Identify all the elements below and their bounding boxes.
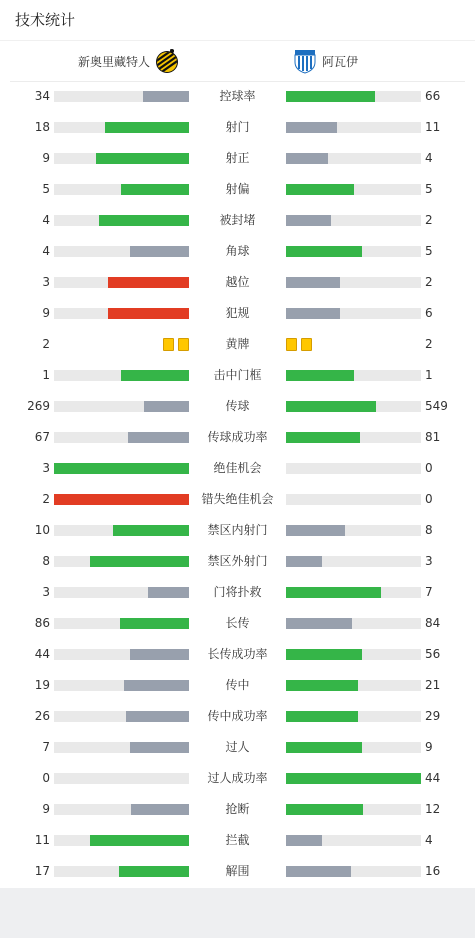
home-value: 3	[42, 585, 50, 599]
away-value: 5	[425, 244, 433, 258]
away-bar	[286, 866, 351, 877]
home-bar	[54, 463, 189, 474]
away-bar-track	[286, 649, 421, 660]
page-title: 技术统计	[15, 11, 76, 29]
away-value: 21	[425, 678, 441, 692]
stat-label: 传中	[225, 678, 250, 692]
home-bar-track	[54, 432, 189, 443]
stat-label: 角球	[225, 244, 250, 258]
yellow-card-icon	[286, 338, 297, 351]
home-value: 67	[34, 430, 50, 444]
home-value: 269	[27, 399, 50, 413]
home-bar-track	[54, 525, 189, 536]
stat-label: 禁区外射门	[207, 554, 268, 568]
yellow-card-icon	[163, 338, 174, 351]
home-value: 2	[42, 492, 50, 506]
stat-row	[0, 484, 475, 515]
home-bar-track	[54, 463, 189, 474]
stat-label: 传球成功率	[207, 430, 268, 444]
home-bar	[130, 649, 189, 660]
home-bar	[96, 153, 189, 164]
home-value: 10	[34, 523, 50, 537]
away-bar	[286, 587, 381, 598]
home-bar	[121, 370, 189, 381]
home-bar-track	[54, 711, 189, 722]
stat-label: 过人	[225, 740, 250, 754]
home-value: 18	[34, 120, 50, 134]
stat-label: 错失绝佳机会	[201, 492, 274, 506]
away-value: 84	[425, 616, 441, 630]
stat-row	[0, 143, 475, 174]
stat-row	[0, 577, 475, 608]
home-bar	[131, 804, 189, 815]
away-value: 4	[425, 833, 433, 847]
stat-label: 长传	[225, 616, 250, 630]
stat-row	[0, 794, 475, 825]
yellow-card-icon	[301, 338, 312, 351]
away-value: 3	[425, 554, 433, 568]
home-value: 86	[34, 616, 50, 630]
home-value: 9	[42, 306, 50, 320]
away-bar-track	[286, 370, 421, 381]
stat-row	[0, 112, 475, 143]
away-team-name: 阿瓦伊	[322, 54, 359, 69]
home-bar	[121, 184, 189, 195]
home-value: 2	[42, 337, 50, 351]
home-value: 19	[34, 678, 50, 692]
home-bar-track	[54, 122, 189, 133]
stat-row	[0, 546, 475, 577]
away-value: 5	[425, 182, 433, 196]
stat-row	[0, 205, 475, 236]
stat-label: 控球率	[219, 89, 256, 103]
home-bar-track	[54, 835, 189, 846]
home-bar	[99, 215, 189, 226]
away-bar	[286, 401, 376, 412]
home-bar-track	[54, 153, 189, 164]
stat-row	[0, 422, 475, 453]
away-yellow-cards	[286, 338, 312, 351]
away-bar	[286, 91, 375, 102]
home-value: 1	[42, 368, 50, 382]
away-bar	[286, 680, 358, 691]
home-bar	[124, 680, 189, 691]
home-value: 26	[34, 709, 50, 723]
stat-label: 门将扑救	[213, 585, 262, 599]
home-bar-track	[54, 308, 189, 319]
away-bar	[286, 370, 354, 381]
away-bar-track	[286, 618, 421, 629]
away-value: 56	[425, 647, 441, 661]
away-value: 2	[425, 337, 433, 351]
stat-label: 长传成功率	[207, 647, 268, 661]
away-bar	[286, 649, 362, 660]
home-value: 34	[34, 89, 50, 103]
away-bar-track	[286, 215, 421, 226]
away-value: 2	[425, 213, 433, 227]
away-bar	[286, 556, 322, 567]
away-bar-track	[286, 494, 421, 505]
stat-label: 黄牌	[225, 337, 250, 351]
stat-row	[0, 391, 475, 422]
stat-row	[0, 763, 475, 794]
stat-label: 射正	[225, 151, 250, 165]
home-bar	[144, 401, 189, 412]
home-bar-track	[54, 215, 189, 226]
home-bar	[148, 587, 189, 598]
stat-row	[0, 329, 475, 360]
away-bar-track	[286, 246, 421, 257]
away-bar	[286, 277, 340, 288]
stat-row	[0, 174, 475, 205]
stat-label: 绝佳机会	[213, 461, 262, 475]
away-bar	[286, 773, 421, 784]
away-value: 0	[425, 461, 433, 475]
home-team-name: 新奥里藏特人	[77, 54, 150, 69]
stat-row	[0, 360, 475, 391]
home-bar-track	[54, 773, 189, 784]
home-bar	[54, 494, 189, 505]
away-bar	[286, 122, 337, 133]
home-bar-track	[54, 370, 189, 381]
away-bar-track	[286, 401, 421, 412]
away-bar	[286, 246, 362, 257]
away-value: 549	[425, 399, 448, 413]
away-value: 6	[425, 306, 433, 320]
away-team[interactable]	[292, 48, 358, 74]
away-value: 9	[425, 740, 433, 754]
away-bar-track	[286, 308, 421, 319]
home-bar-track	[54, 866, 189, 877]
home-value: 4	[42, 213, 50, 227]
home-bar-track	[54, 587, 189, 598]
home-bar	[126, 711, 189, 722]
away-bar	[286, 835, 322, 846]
away-value: 1	[425, 368, 433, 382]
home-bar	[90, 835, 189, 846]
home-bar	[130, 742, 189, 753]
away-bar	[286, 215, 331, 226]
away-value: 12	[425, 802, 441, 816]
home-bar	[105, 122, 189, 133]
away-bar	[286, 711, 358, 722]
away-bar-track	[286, 804, 421, 815]
away-bar-track	[286, 742, 421, 753]
home-bar-track	[54, 556, 189, 567]
away-bar	[286, 153, 328, 164]
stat-row	[0, 515, 475, 546]
stat-label: 拦截	[225, 833, 250, 847]
stat-label: 禁区内射门	[207, 523, 268, 537]
home-value: 9	[42, 802, 50, 816]
home-value: 17	[34, 864, 50, 878]
stat-label: 传中成功率	[207, 709, 268, 723]
away-value: 11	[425, 120, 441, 134]
home-bar	[90, 556, 189, 567]
away-bar	[286, 742, 362, 753]
stat-row	[0, 267, 475, 298]
away-bar-track	[286, 91, 421, 102]
stat-row	[0, 236, 475, 267]
home-value: 7	[42, 740, 50, 754]
home-bar-track	[54, 494, 189, 505]
newells-old-boys-crest-icon	[154, 48, 180, 74]
away-value: 16	[425, 864, 441, 878]
stat-row	[0, 298, 475, 329]
away-bar-track	[286, 587, 421, 598]
stat-label: 过人成功率	[207, 771, 268, 785]
home-bar	[108, 277, 189, 288]
home-bar	[113, 525, 189, 536]
away-bar	[286, 308, 340, 319]
stats-list	[0, 81, 475, 887]
away-bar	[286, 432, 360, 443]
away-value: 7	[425, 585, 433, 599]
teams-header	[10, 41, 465, 82]
stat-row	[0, 732, 475, 763]
stat-label: 被封堵	[219, 213, 256, 227]
home-bar-track	[54, 277, 189, 288]
yellow-card-icon	[178, 338, 189, 351]
stat-row	[0, 608, 475, 639]
away-bar-track	[286, 432, 421, 443]
away-value: 44	[425, 771, 441, 785]
away-bar-track	[286, 277, 421, 288]
away-bar	[286, 525, 345, 536]
home-value: 8	[42, 554, 50, 568]
away-bar-track	[286, 680, 421, 691]
away-bar	[286, 618, 352, 629]
away-value: 0	[425, 492, 433, 506]
away-bar-track	[286, 463, 421, 474]
away-bar-track	[286, 525, 421, 536]
home-bar-track	[54, 184, 189, 195]
away-bar-track	[286, 556, 421, 567]
home-value: 44	[34, 647, 50, 661]
away-bar-track	[286, 711, 421, 722]
stat-row	[0, 81, 475, 112]
stat-label: 解围	[225, 864, 250, 878]
home-value: 3	[42, 461, 50, 475]
stat-row	[0, 701, 475, 732]
home-bar-track	[54, 804, 189, 815]
home-bar	[143, 91, 189, 102]
away-bar	[286, 184, 354, 195]
home-yellow-cards	[163, 338, 189, 351]
stat-row	[0, 670, 475, 701]
home-value: 3	[42, 275, 50, 289]
away-value: 29	[425, 709, 441, 723]
away-value: 66	[425, 89, 441, 103]
avai-crest-icon	[292, 48, 318, 74]
stat-label: 抢断	[225, 802, 250, 816]
away-bar-track	[286, 184, 421, 195]
home-bar-track	[54, 649, 189, 660]
home-bar	[119, 866, 189, 877]
away-bar-track	[286, 773, 421, 784]
away-bar-track	[286, 835, 421, 846]
away-bar	[286, 804, 363, 815]
away-value: 2	[425, 275, 433, 289]
stat-row	[0, 825, 475, 856]
home-bar	[120, 618, 189, 629]
home-bar-track	[54, 742, 189, 753]
away-value: 4	[425, 151, 433, 165]
home-value: 11	[34, 833, 50, 847]
home-bar-track	[54, 91, 189, 102]
stat-label: 射门	[225, 120, 250, 134]
stat-label: 击中门框	[213, 368, 262, 382]
stat-row	[0, 453, 475, 484]
away-value: 81	[425, 430, 441, 444]
home-bar	[130, 246, 189, 257]
home-value: 9	[42, 151, 50, 165]
stat-row	[0, 639, 475, 670]
away-bar-track	[286, 122, 421, 133]
home-bar	[128, 432, 189, 443]
home-value: 4	[42, 244, 50, 258]
home-bar	[108, 308, 189, 319]
stat-label: 犯规	[225, 306, 250, 320]
home-value: 0	[42, 771, 50, 785]
away-bar-track	[286, 866, 421, 877]
home-bar-track	[54, 246, 189, 257]
home-bar-track	[54, 680, 189, 691]
home-bar-track	[54, 618, 189, 629]
stat-label: 射偏	[225, 182, 250, 196]
home-value: 5	[42, 182, 50, 196]
stat-label: 越位	[225, 275, 250, 289]
stat-label: 传球	[225, 399, 250, 413]
away-bar-track	[286, 153, 421, 164]
home-team[interactable]	[78, 48, 180, 74]
away-value: 8	[425, 523, 433, 537]
stat-row	[0, 856, 475, 887]
home-bar-track	[54, 401, 189, 412]
